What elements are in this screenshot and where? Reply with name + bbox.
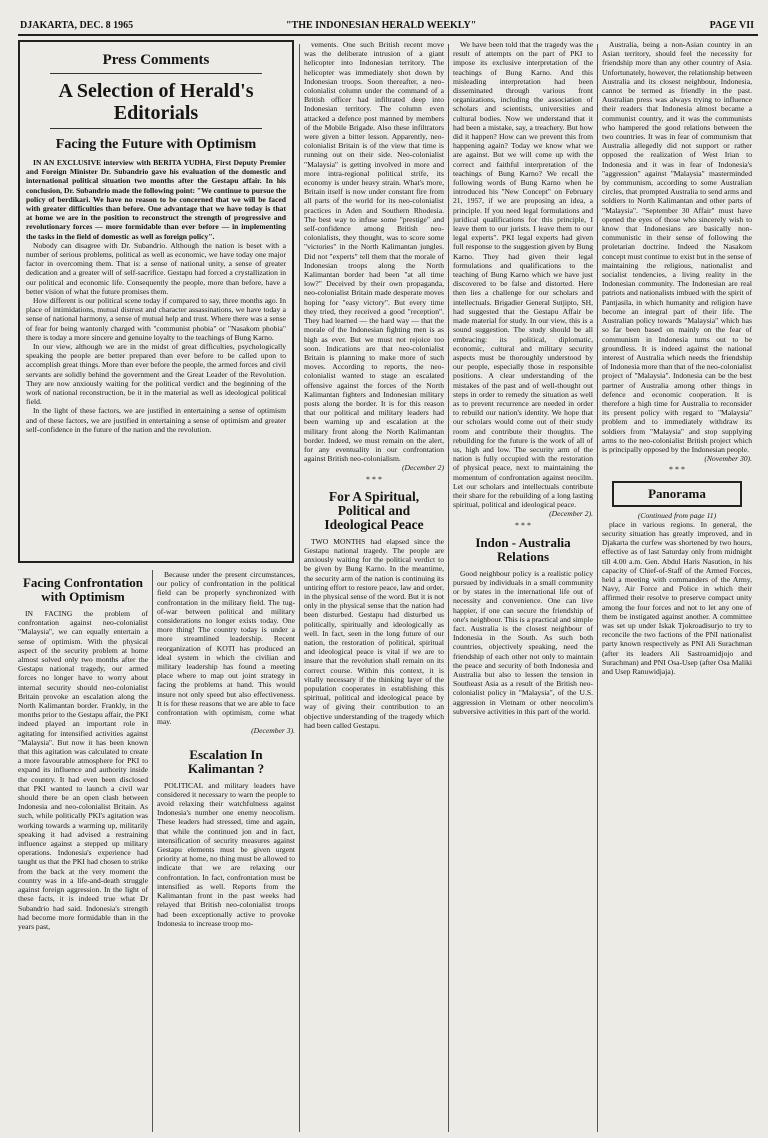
paragraph: We have been told that the tragedy was the result of attempts on the part of PKI to impose its exclusive interpretation of the teachings of Bung Karno. And this misleading interpretation had been disseminated through various front organizations, including the association of scholars and scientists, universities and cultural bodies. Now we understand that it had been a mistake, say, a treachery. But how did it happen? How can we prevent this from happening again? Today we know what we are against. But we will come up with the correct and faithful interpretation of the teachings of Bung Karno? We recall the following words of Bung Karno when he introduced his "New Concept" on February 21, 1957, if we are proposing an idea, a principle. If you need legal formulations and juridical qualifications for this principle, I leave them to our jurists. I leave them to our legal experts". PKI legal experts had given full response to the suggestion given by Bung Karno. They had given their legal formulations and qualifications to the teaching of Bung Karno which we have just discovered to be false and distorted. Here then lies a challenge for our scholars and intellectuals. Brigadier General Sutjipto, SH, had suggested that the Gestapu Affair be made material for study. In our view, this is a sound suggestion. The study should be all embracing: its political, diplomatic, economic, cultural and military security aspects must be thoroughly understood by our people, especially those in responsible positions. A clear understanding of the mistakes of the past and of well-thought out steps in order to remedy the situation as well as to prevent recurrence are needed in order to rebuild our nation's identity. We hope that our scholars would come out of their study room and contribute their thoughts. The rebuilding for the future is the work of all of us, high and low. The security arm of the nation is fully occupied with the restoration of physical peace, next to maintaining the momentum of confrontation against neocilm. Let our scholars and intellectuals contribute their share for the rebuilding of a long lasting spiritual, political and ideological peace. — [453, 40, 593, 510]
page-header — [18, 18, 758, 36]
press-comments-kicker: Press Comments — [102, 52, 210, 68]
escalation-body-cont — [304, 40, 444, 484]
paragraph: POLITICAL and military leaders have considered it necessary to warn the people to avoid relaxing their watchfulness against Indonesia's number one enemy neocolism. These leaders had stressed, time and again, that while the continued jon and in fact, intensification of security measures against Gestapu elements must be given urgent priority at home, no thing must be allowed to indicate that we are relaxing our confrontation. In fact, confrontation must be intensified as well. Reports from the Kalimantan front in the past weeks had relayed that British neo-colonialist troops had been exceptionally active to provoke Indonesia to increase troop mo- — [157, 780, 295, 928]
column-4 — [453, 40, 593, 1132]
column-2 — [157, 570, 295, 1132]
escalation-title: Escalation In Kalimantan ? — [187, 746, 265, 776]
paragraph: Good neighbour policy is a realistic policy pursued by individuals in a small community or by states in the international life out of necessity and convenience. One can live happier, if one can secure the friendship of one's neighbour. This is a practical and simple fact. Australia is the closest neighbour of Indonesia in the South. As such both countries, objectively speaking, need the friendship of each other not only to maintain the peace and security of both Indonesia and Australia but also to lessen the tension in Southeast Asia as a result of the British neo-colonialist policy in "Malaysia", of the U.S. aggression in Vietnam or other neocolim's subversive activities in this part of the world. — [453, 568, 593, 716]
column-3 — [304, 40, 444, 1132]
panorama-body — [602, 520, 752, 676]
date-signoff: (December 2). — [549, 509, 593, 519]
title-rule — [50, 128, 262, 129]
paragraph: place in various regions. In general, the security situation has greatly improved, and in Djakarta the curfew was shortened by two hours, effective as of last Saturday only from midnight till 4.00 a.m. Gen. Abdul Haris Nasution, in his capacity of Chief-of-Staff of the Armed Forces, held a meeting with commanders of the Army, Navy, Air Force and Police in which their affirmed their resolve to preserve compact unity among the four forces and not to let any one of them be instigated against another. A committee was set up under Iskak Tjokroadisurjo to try to reconcile the two factions of the PNI nationalist party known respectively as PNI Ali Surachman (after its leaders Ali Sastroamidjojo and Surachman) and PNI Osa-Usep (after Osa Maliki and Usep Ranuwidjaja). — [602, 519, 752, 676]
paragraph: In the light of these factors, we are justified in entertaining a sense of optimism and of these factors, we are justified in entertaining a sense of optimism and greater self-confidence in the future of the nation and the revolution. — [26, 406, 286, 434]
indon-australia-body-cont — [602, 40, 752, 475]
article-title-optimism: Facing the Future with Optimism — [55, 137, 257, 152]
separator-stars: * * * — [515, 520, 531, 530]
panorama-continued: (Continued from page 11) — [637, 510, 717, 520]
date-signoff: (November 30). — [704, 454, 752, 464]
date-signoff: (December 3). — [251, 726, 295, 736]
separator-stars: * * * — [366, 474, 382, 484]
paragraph: In our view, although we are in the midst of great difficulties, psychologically speaking the people are better prepared than ever before to be called upon to accomplish great things. More than ever before the people, the armed forces and civil servants are solidly behind the government and the Great Leader of the Revolution. They are now anxiously waiting for the political verdict and the beginning of the work of national reconstruction, be it in the material as well as ideological political field. — [26, 342, 286, 407]
date-signoff: (December 2) — [402, 463, 444, 473]
paragraph: How different is our political scene today if compared to say, three months ago. In place of intimidations, mutual distrust and character assassinations, we have today a sense of national harmony, a sense of mutual help and trust. Where there was a sense of fear for being wantonly charged with "communist phobia" or "Nasakom phobia" there is today a more sincere and genuine loyalty to the teachings of Bung Karno. — [26, 296, 286, 342]
paragraph: Nobody can disagree with Dr. Subandrio. Although the nation is beset with a number of serious problems, political as well as economic, we have today one major factor in overcoming them. That is: a sense of national unity, a sense of greater dedication and a greater will of self-sacrifice. Gestapu had forced a crystallization in our political and economic life. Consequently the people, more than before, have a better vision of what the future promises them. — [26, 240, 286, 296]
kicker-rule — [50, 73, 262, 74]
header-page-number: PAGE VII — [709, 20, 754, 31]
column-divider — [448, 44, 449, 1132]
spiritual-peace-body — [304, 537, 444, 730]
confrontation-body-cont — [157, 570, 295, 736]
header-dateline: DJAKARTA, DEC. 8 1965 — [20, 20, 134, 31]
editorials-title: A Selection of Herald's Editorials — [58, 80, 254, 124]
paragraph: TWO MONTHS had elapsed since the Gestapu national tragedy. The people are anxiously waiting for the political verdict to be given by Bung Karno. In the meantime, the security arm of the nation is continuing its untiring effort to restore peace, law and order, in the physical sense of the word. But it is not only in the physical sense that the nation had been disturbed. Gestapu had disturbed us politically, spiritually and ideologically as well. In fact, seen in the long future of our nation, the restoration of political, spiritual and ideological peace is vital if we are to insure that the revolution shall remain on its correct course. Within this context, it is vitally necessary if the thinking layer of the population cooperates in establishing this spiritual, political and ideological peace by way of giving their contribution to an objective understanding of the tragedy which had been called Gestapu. — [304, 536, 444, 730]
paragraph: Because under the present circumstances, our policy of confrontation in the political field can be properly synchronized with confrontation in the military field. The tug-of-war between political and military considerations no longer exists today. One more thing! The country today is under a more streamlined leadership. Recent reorganization of KOTI has produced an ideal system in which the civilian and military leadership has found a meeting place where to map out joint strategy in facing the problems at hand. This would insure not only speed but also effectiveness. It is for these reasons that we are able to face confrontation with optimism, come what may. — [157, 570, 295, 727]
paragraph: Australia, being a non-Asian country in an Asian territory, should feel the necessity for friendship more than any other country of Asia. Unfortunately, however, the relationship between Australia and its closest neighbour, Indonesia, cannot be termed as friendly in the past. Australian press was always trying to influence their readers that Indonesia almost became a communist country, and it was the communists who hampered the good relations between the two countries. It was in fear of communism that Australia allegedly did not support or rather opposed the realization of West Irian to Indonesia and it was in fear of Indonesia's "aggression" against "Malaysia" masterminded by communism, according to some Australian circles, that prompted Australia to send arms and soldiers to North Kalimantan and other parts of "Malaysia". "September 30 Affair" must have opened the eyes of those who sincerely wish to know that Indonesians are basically non-communistic in their sense of following the proletarian doctrine. Indeed the Nasakom concept must continue to exist but in the sense of maintaining the religious, nationalist and socialist tendencies, a living reality in the Indonesian community. The Indonesian are real patriots and nationalists imbued with the spirit of Pantjasila, in which humanity and religion have become an integral part of their life. The Australian policy towards "Malaysia" which has so far been based on mainly on the fear of communism in Indonesia turns out to be groundless. It is indeed against the national interest of Australia which needs the friendship of Indonesia more than that of the neo-colonialist project of "Malaysia". Indonesia can be the best partner of Australia among other things in defence and economic cooperation. It is therefore a high time for Australia to reconsider its present policy with regard to "Malaysia" problem and to immediately withdraw its soldiers from "Malaysia" and stop supplying arms to the neo-colonialist British project which is principally opposed by the Indonesian people. — [602, 40, 752, 454]
panorama-title-box — [612, 481, 742, 507]
article-body-optimism — [26, 158, 286, 434]
paragraph: IN FACING the problem of confrontation against neo-colonialist "Malaysia", we can equally entertain a sense of optimism. With the physical aspect of the security problem at home almost solved only two months after the Gestapu national tragedy, our armed forces no longer have to worry about internal security should neo-colonialist Britain provoke an escalation along the North Kalimantan border. Frankly, in the months prior to the Gestapu affair, the PKI indeed played an important role in agitating for intensified activities against "Malaysia". But now it has been known that this agitation was calculated to create a more favourable atmosphere for PKI to expand its influence and authority inside the country. It had even been disclosed that PKI wanted to launch a civil war should there be an open clash between Indonesia and neo-colonialist Britain. As such, while politically PKI's agitation was working towards a warming up, militarily speaking it had advised a restraining influence against a stepped up military operations. Indonesia's experience had taught us that the PKI had chosen to strike from the back at the very moment the country was in a life-and-death struggle against foreign aggression. In the light of these facts, it is indeed true what Dr Subandrio had said. Indonesia's strength had become more formidable than in the years past, — [18, 609, 148, 931]
indon-australia-title: Indon - Australia Relations — [475, 534, 571, 564]
header-masthead: "THE INDONESIAN HERALD WEEKLY" — [286, 20, 477, 31]
indon-australia-body — [453, 569, 593, 716]
paragraph: vements. One such British recent move was the deliberate intrusion of a giant helicopter into Indonesian territory. The helicopter was immediately shot down by Indonesian troops. Soon thereafter, a neo-colonialist column under the command of a British officer had infiltrated deep into Indonesian territory. The column even attacked a defence post manned by members of the Mobile Brigade. Also these infiltrators were given a bitter lesson. Apparently, neo-colonialist Britain is of the view that time is running out on their side. Neo-colonialist "Malaysia" is getting involved in more and more intra-regional political strife, its economy is under heavy strain. What's more, Britain itself is now under constant fire from all parts of the world for its neo-colonialist practices in Aden and Southern Rhodesia. The best way to infuse some "prestige" and self-confidence among British neo-colonialists, they thought, was to score some "victories" in the North Kalimantan jungles. Did not "experts" tell them that the morale of Indonesian troops along the North Kalimantan border had been "at all time low?" Deceived by their own propaganda, neo-colonialist Britain made desperate moves hoping for "easy victory". But every time they tried, they received a good "reception". They had learned — the hard way — that the morale of the Indonesian fighting men is as high as ever. But we must not rejoice too soon. Indications are that neo-colonialist Britain is planning to make more of such moves. According to reports, the neo-colonialist wanted to stage an escalated offensive against the forces of the North Kalimantan fighters and Indonesian military posts along the border. It is for this reason that our political and military leaders had been warning up and escalation at the military front along the North Kalimantan border. Indeed, we must remain on the alert, for any eventuality in our confrontation against British neo-colonialism. — [304, 40, 444, 464]
column-divider — [299, 44, 300, 1132]
press-comments-box — [18, 40, 294, 563]
panorama-title: Panorama — [648, 485, 706, 501]
column-divider — [597, 44, 598, 1132]
spiritual-peace-title: For A Spiritual, Political and Ideological Peace — [324, 488, 424, 532]
separator-stars: * * * — [669, 465, 685, 475]
paragraph: IN AN EXCLUSIVE interview with BERITA YUDHA, First Deputy Premier and Foreign Minister Dr. Subandrio gave his evaluation of the domestic and international political situation two months after the Gestapu affair. In his conclusion, Dr. Subandrio made the following point: "We continue to pursue the policy of berdikari. We have no reason to be concerned that we will be faced with greater difficulties than before. One advantage that we have today is that at home we are in the position to reconstruct the strength of progressive and revolutionary forces — more formidable than ever before — in implementing the tasks in the field of domestic as well as foreign policy". — [26, 158, 286, 241]
column-1 — [18, 570, 148, 1132]
confrontation-body — [18, 609, 148, 931]
confrontation-title: Facing Confrontation with Optimism — [22, 575, 143, 604]
column-divider — [152, 570, 153, 1132]
column-5 — [602, 40, 752, 1132]
escalation-body — [157, 781, 295, 928]
spiritual-peace-body-cont — [453, 40, 593, 530]
